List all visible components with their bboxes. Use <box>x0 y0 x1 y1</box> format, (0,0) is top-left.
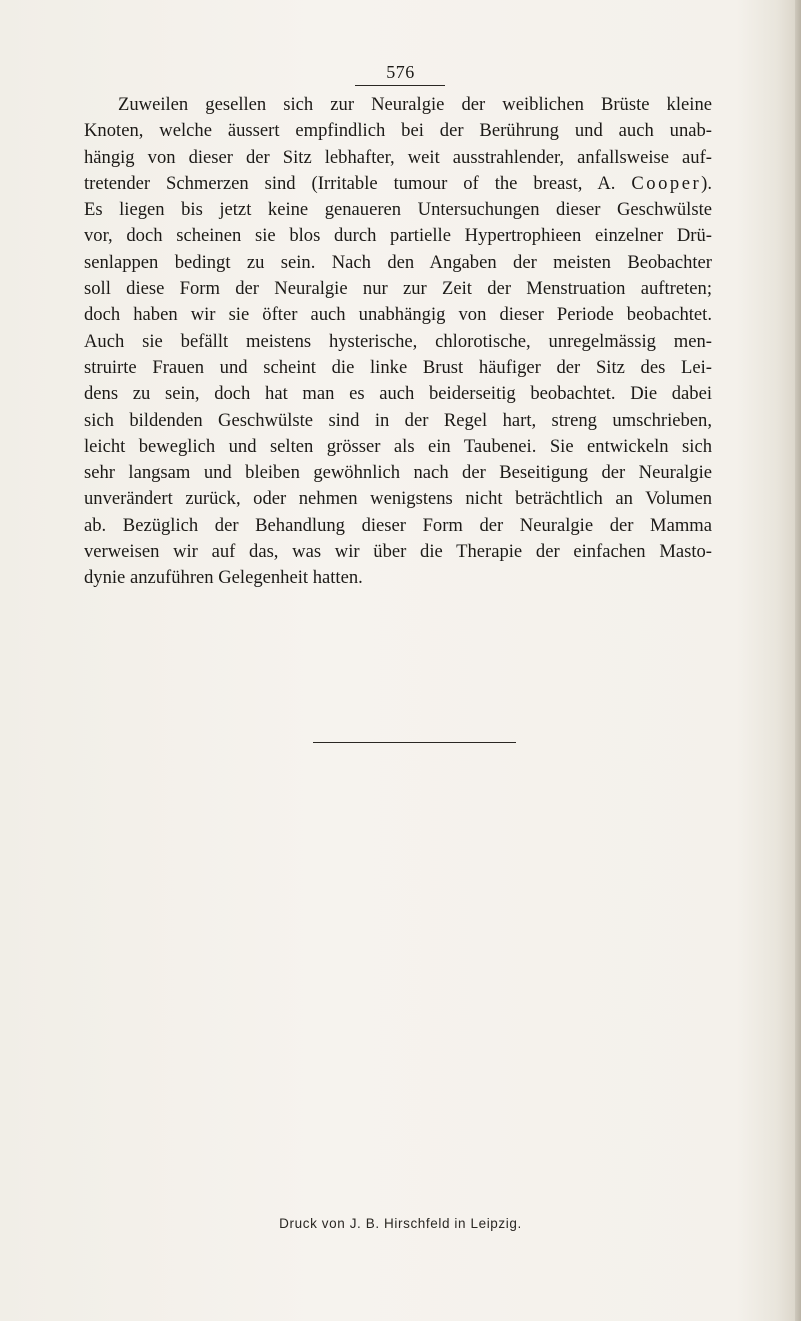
text-line: struirte Frauen und scheint die linke Brust häufiger der Sitz des Lei- <box>84 356 712 378</box>
author-name-spaced: Cooper <box>631 172 702 194</box>
text-line: verweisen wir auf das, was wir über die Therapie der einfachen Masto- <box>84 541 712 563</box>
text-line: sich bildenden Geschwülste sind in der Regel hart, streng umschrieben, <box>84 409 712 431</box>
printer-imprint: Druck von J. B. Hirschfeld in Leipzig. <box>279 1216 522 1231</box>
page-number-rule <box>355 85 445 86</box>
text-line: dynie anzuführen Gelegenheit hatten. <box>84 567 363 589</box>
text-line: ab. Bezüglich der Behandlung dieser Form der Neuralgie der Mamma <box>84 514 712 536</box>
text-line: unverändert zurück, oder nehmen wenigstens nicht beträchtlich an Volumen <box>84 488 712 510</box>
text-line: Knoten, welche äussert empfindlich bei der Berührung und auch unab- <box>84 120 712 142</box>
text-line: leicht beweglich und selten grösser als ein Taubenei. Sie entwickeln sich <box>84 435 712 457</box>
text-line: soll diese Form der Neuralgie nur zur Zeit der Menstruation auftreten; <box>84 278 712 300</box>
text-line: Auch sie befällt meistens hysterische, chlorotische, unregelmässig men- <box>84 330 712 352</box>
text-line: senlappen bedingt zu sein. Nach den Angaben der meisten Beobachter <box>84 251 712 273</box>
text-line: sehr langsam und bleiben gewöhnlich nach der Beseitigung der Neuralgie <box>84 462 712 484</box>
text-line <box>84 171 712 197</box>
text-line: Zuweilen gesellen sich zur Neuralgie der weiblichen Brüste kleine <box>118 94 712 115</box>
page-edge-shadow <box>795 0 801 1321</box>
text-line: doch haben wir sie öfter auch unabhängig von dieser Periode beobachtet. <box>84 304 712 326</box>
text-line: Es liegen bis jetzt keine genaueren Untersuchungen dieser Geschwülste <box>84 199 712 221</box>
main-paragraph <box>84 92 712 592</box>
end-of-text-rule <box>313 742 516 743</box>
text-line: hängig von dieser der Sitz lebhafter, weit ausstrahlender, anfallsweise auf- <box>84 146 712 168</box>
page-number: 576 <box>386 62 415 82</box>
text-segment: tretender Schmerzen sind (Irritable tumour of the breast, A. <box>84 172 616 194</box>
text-line: dens zu sein, doch hat man es auch beiderseitig beobachtet. Die dabei <box>84 383 712 405</box>
text-line: vor, doch scheinen sie blos durch partielle Hypertrophieen einzelner Drü- <box>84 225 712 247</box>
text-segment: ). <box>701 172 712 194</box>
